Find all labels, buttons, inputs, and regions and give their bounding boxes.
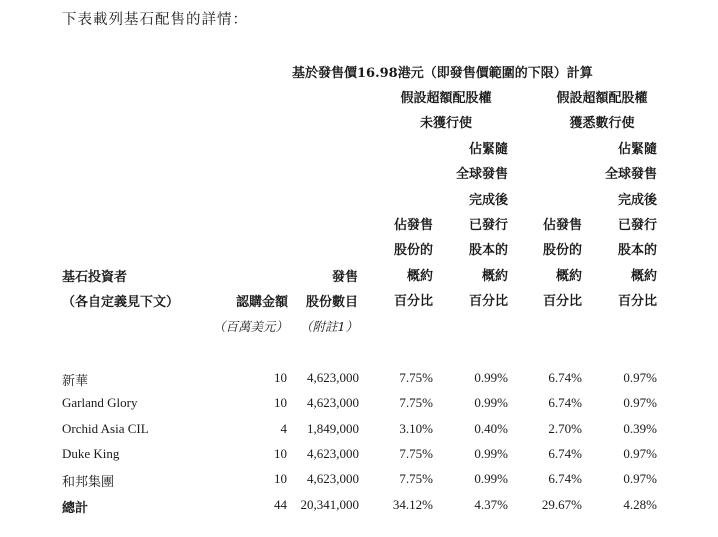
cell-ib: 0.39% <box>623 420 657 436</box>
cell-shares: 4,623,000 <box>307 395 359 411</box>
header-line: 完成後 <box>468 192 508 208</box>
investor-name: 總計 <box>62 500 89 515</box>
cell-pb: 6.74% <box>548 370 582 385</box>
header-line: 佔發售 <box>393 218 433 233</box>
header-line: 全球發售 <box>604 167 657 183</box>
cell-ib: 0.97% <box>623 370 657 385</box>
header-line: 佔緊隨 <box>468 142 508 157</box>
cell-ia: 0.40% <box>474 420 508 436</box>
header-line: 概約 <box>555 268 582 284</box>
cell-pa: 7.75% <box>399 445 433 461</box>
cell-shares: 1,849,000 <box>307 420 359 436</box>
price-basis-header: 基於發售價16.98港元（即發售價範圍的下限）計算 <box>292 66 593 81</box>
cell-ib: 0.97% <box>623 471 657 487</box>
investor-name: 和邦集團 <box>62 474 115 490</box>
cell-pb: 29.67% <box>541 497 582 512</box>
cell-pa: 34.12% <box>392 497 433 512</box>
cell-ib: 0.97% <box>623 445 657 461</box>
header-line: 股份的 <box>542 243 582 259</box>
unit-amount: （百萬美元） <box>212 319 288 334</box>
header-line: 概約 <box>630 268 657 284</box>
cell-amount: 10 <box>274 370 287 385</box>
cell-pb: 2.70% <box>548 420 582 436</box>
header-line: 股本的 <box>617 243 657 259</box>
col-header-amount: 認購金額 <box>235 295 288 310</box>
header-line: 已發行 <box>468 217 508 233</box>
header-line: 百分比 <box>468 293 508 309</box>
cell-ib: 0.97% <box>623 395 657 411</box>
header-line: 概約 <box>406 268 433 284</box>
cell-pa: 7.75% <box>399 471 433 487</box>
cell-pb: 6.74% <box>548 445 582 461</box>
cell-amount: 10 <box>274 471 287 487</box>
cell-amount: 10 <box>274 445 287 461</box>
header-line: 百分比 <box>617 293 657 309</box>
header-line: 佔發售 <box>542 218 582 233</box>
header-line: 概約 <box>481 268 508 284</box>
header-line: 全球發售 <box>455 167 508 183</box>
investor-name: 新華 <box>62 373 89 388</box>
cell-ia: 0.99% <box>474 471 508 487</box>
investor-name: Garland Glory <box>62 395 138 411</box>
header-line: 完成後 <box>617 192 657 208</box>
cell-shares: 20,341,000 <box>300 497 359 512</box>
cell-shares: 4,623,000 <box>307 445 359 461</box>
cell-amount: 44 <box>274 497 287 512</box>
cell-ia: 0.99% <box>474 370 508 385</box>
cell-amount: 10 <box>274 395 287 411</box>
cell-pa: 7.75% <box>399 370 433 385</box>
header-line: 百分比 <box>542 293 582 309</box>
intro-text: 下表載列基石配售的詳情： <box>62 12 248 28</box>
cell-ia: 0.99% <box>474 395 508 411</box>
header-line: 股份的 <box>393 243 433 259</box>
cell-amount: 4 <box>280 420 287 436</box>
investor-name: Orchid Asia CIL <box>62 420 149 436</box>
header-line: 佔緊隨 <box>617 142 657 157</box>
cell-ia: 0.99% <box>474 445 508 461</box>
cell-shares: 4,623,000 <box>307 370 359 385</box>
cell-pb: 6.74% <box>548 395 582 411</box>
unit-shares: （附註1） <box>300 319 358 334</box>
cell-ia: 4.37% <box>474 497 508 512</box>
header-line: 百分比 <box>393 293 433 309</box>
cell-pa: 7.75% <box>399 395 433 411</box>
cell-ib: 4.28% <box>623 497 657 512</box>
header-line: 已發行 <box>617 217 657 233</box>
investor-name: Duke King <box>62 445 120 461</box>
header-line: 股本的 <box>468 243 508 259</box>
cell-pa: 3.10% <box>399 420 433 436</box>
cell-shares: 4,623,000 <box>307 471 359 487</box>
cell-pb: 6.74% <box>548 471 582 487</box>
